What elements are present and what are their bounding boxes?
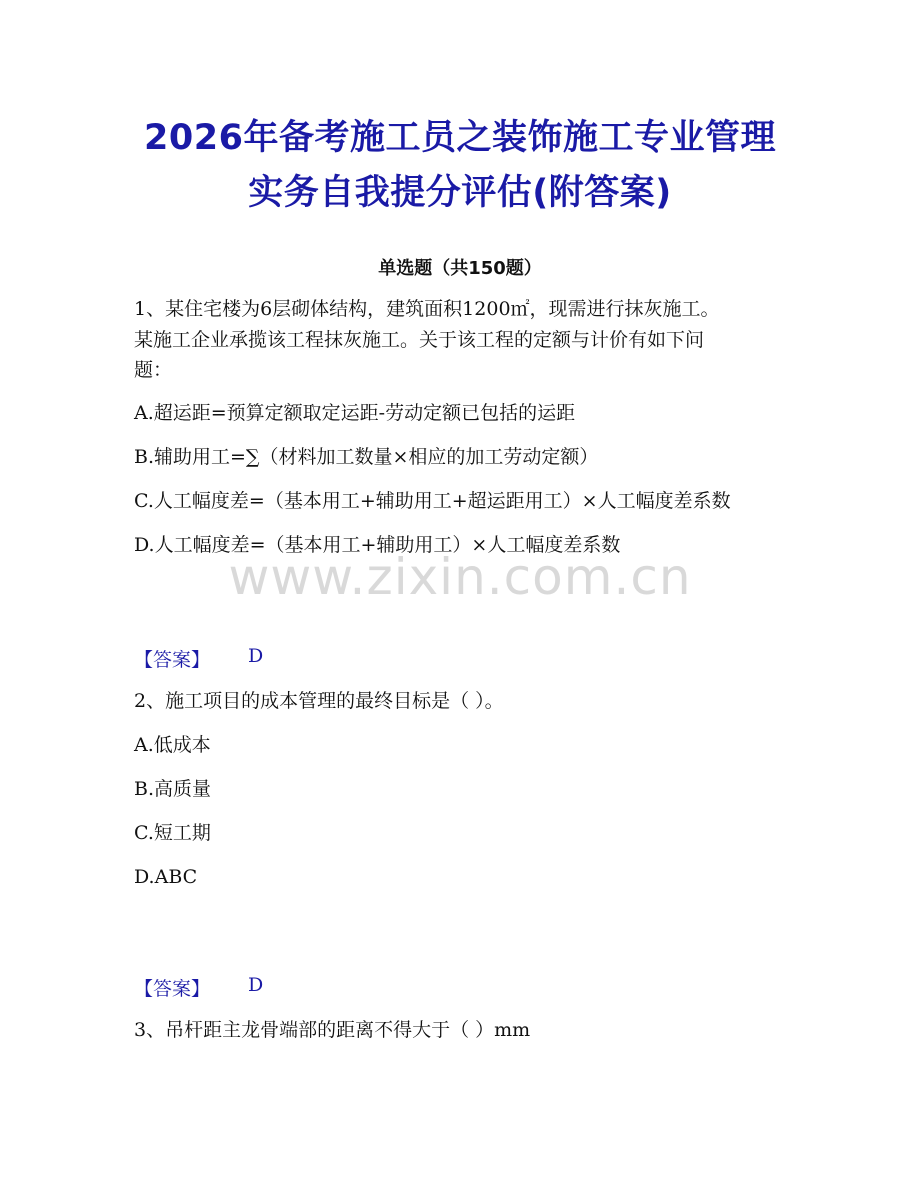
section-heading: 单选题（共150题）: [378, 258, 542, 279]
question-1-option-c: C.人工幅度差=（基本用工+辅助用工+超运距用工）×人工幅度差系数: [134, 490, 731, 512]
answer-value: D: [248, 974, 264, 996]
answer-label: 【答案】: [134, 649, 211, 671]
question-2-stem: 2、施工项目的成本管理的最终目标是（ ）。: [134, 690, 504, 712]
document-title-line-2: 实务自我提分评估(附答案): [248, 173, 672, 213]
question-1-option-b: B.辅助用工=∑（材料加工数量×相应的加工劳动定额）: [134, 446, 599, 468]
question-3-stem: 3、吊杆距主龙骨端部的距离不得大于（ ）mm: [134, 1019, 531, 1041]
answer-value: D: [248, 645, 264, 667]
question-2-answer: [134, 974, 264, 1001]
question-1-stem-line-1: 1、某住宅楼为6层砌体结构，建筑面积1200㎡，现需进行抹灰施工。: [134, 298, 720, 320]
answer-label: 【答案】: [134, 978, 211, 1000]
question-2-option-a: A.低成本: [134, 734, 211, 756]
watermark: www.zixin.com.cn: [228, 548, 692, 606]
question-2-option-d: D.ABC: [134, 866, 198, 888]
question-1-option-a: A.超运距=预算定额取定运距-劳动定额已包括的运距: [134, 402, 576, 424]
question-1-stem-line-3: 题：: [134, 359, 173, 381]
question-1-answer: [134, 645, 264, 672]
document-title-line-1: 2026年备考施工员之装饰施工专业管理: [144, 118, 776, 158]
question-2-option-b: B.高质量: [134, 778, 212, 800]
question-1-stem-line-2: 某施工企业承揽该工程抹灰施工。关于该工程的定额与计价有如下问: [134, 329, 705, 351]
question-2-option-c: C.短工期: [134, 822, 211, 844]
question-1-option-d: D.人工幅度差=（基本用工+辅助用工）×人工幅度差系数: [134, 534, 621, 556]
